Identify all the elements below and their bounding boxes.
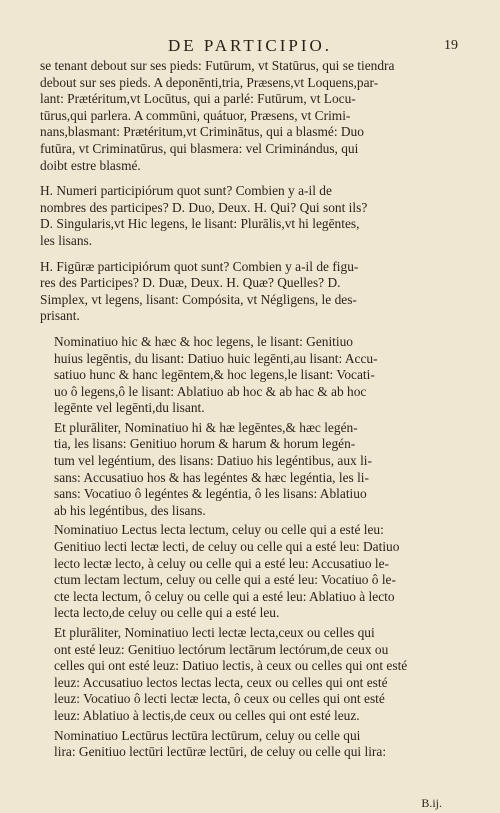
text-line: leuz: Vocatiuo ô lecti lectæ lecta, ô ceux ou celles qui ont esté bbox=[54, 691, 385, 707]
page-body bbox=[40, 58, 478, 764]
text-line: H. Numeri participiórum quot sunt? Combien y a-il de bbox=[40, 183, 332, 199]
page-title: DE PARTICIPIO. bbox=[167, 36, 333, 55]
text-line: lira: Genitiuo lectūri lectūræ lectūri, de celuy ou celle qui lira: bbox=[54, 744, 387, 760]
text-line: futūra, vt Criminatūrus, qui blasmera: vel Criminándus, qui bbox=[40, 140, 359, 156]
text-line: Et plurāliter, Nominatiuo lecti lectæ lecta,ceux ou celles qui bbox=[54, 625, 375, 640]
signature-mark: B.ij. bbox=[421, 796, 442, 810]
text-line: Nominatiuo Lectūrus lectūra lectūrum, celuy ou celle qui bbox=[54, 727, 361, 743]
paragraph bbox=[40, 58, 478, 174]
text-line: Et plurāliter, Nominatiuo hi & hæ legēntes,& hæc legén- bbox=[54, 419, 358, 435]
paragraph bbox=[40, 183, 478, 249]
paragraph bbox=[40, 420, 478, 520]
text-line: satiuo hunc & hanc legēntem,& hoc legens,le lisant: Vocati- bbox=[54, 367, 375, 383]
text-line: legēnte vel legēnti,du lisant. bbox=[54, 400, 205, 416]
text-line: res des Participes? D. Duæ, Deux. H. Quæ? Quelles? D. bbox=[40, 275, 341, 291]
text-line: cte lecta lectum, ô celuy ou celle qui a esté leu: Ablatiuo à lecto bbox=[54, 588, 395, 604]
text-line: tia, les lisans: Genitiuo horum & harum & horum legén- bbox=[54, 436, 356, 452]
text-line: debout sur ses pieds. A deponēnti,tria, Præsens,vt Loquens,par- bbox=[40, 74, 379, 90]
text-line: tum vel legéntium, des lisans: Datiuo his legéntibus, aux li- bbox=[54, 453, 372, 469]
text-line: ont esté leuz: Genitiuo lectórum lectārum lectórum,de ceux ou bbox=[54, 641, 389, 657]
text-line: D. Singularis,vt Hic legens, le lisant: Plurālis,vt hi legēntes, bbox=[40, 216, 360, 232]
paragraph bbox=[40, 728, 478, 761]
text-line: tūrus,qui parlera. A commūni, quátuor, Præsens, vt Crimi- bbox=[40, 107, 351, 123]
text-line: Nominatiuo hic & hæc & hoc legens, le lisant: Genitiuo bbox=[54, 333, 354, 349]
text-line: Nominatiuo Lectus lecta lectum, celuy ou celle qui a esté leu: bbox=[54, 522, 384, 538]
text-line: les lisans. bbox=[40, 232, 93, 248]
text-line: lant: Prætéritum,vt Locūtus, qui a parlé: Futūrum, vt Locu- bbox=[40, 91, 356, 107]
page-number: 19 bbox=[444, 38, 458, 53]
text-line: H. Figūræ participiórum quot sunt? Combien y a-il de figu- bbox=[40, 258, 359, 274]
text-line: se tenant debout sur ses pieds: Futūrum, vt Statūrus, qui se tiendra bbox=[40, 58, 395, 73]
text-line: uo ô legens,ô le lisant: Ablatiuo ab hoc & ab hac & ab hoc bbox=[54, 383, 367, 399]
text-line: lecto lectæ lecto, à celuy ou celle qui a esté leu: Accusatiuo le- bbox=[54, 555, 390, 571]
text-line: sans: Vocatiuo ô legéntes & legéntia, ô les lisans: Ablatiuo bbox=[54, 486, 367, 502]
text-line: huius legēntis, du lisant: Datiuo huic legēnti,au lisant: Accu- bbox=[54, 350, 378, 366]
text-line: prisant. bbox=[40, 308, 80, 324]
text-line: Genitiuo lecti lectæ lecti, de celuy ou celle qui a esté leu: Datiuo bbox=[54, 539, 400, 555]
text-line: Simplex, vt legens, lisant: Compósita, vt Négligens, le des- bbox=[40, 291, 357, 307]
text-line: nans,blasmant: Prætéritum,vt Criminātus, qui a blasmé: Duo bbox=[40, 124, 364, 140]
text-line: leuz: Accusatiuo lectos lectas lecta, ceux ou celles qui ont esté bbox=[54, 674, 388, 690]
text-line: doibt estre blasmé. bbox=[40, 157, 141, 173]
running-header bbox=[0, 36, 500, 56]
text-line: ctum lectam lectum, celuy ou celle qui a esté leu: Vocatiuo ô le- bbox=[54, 572, 396, 588]
paragraph bbox=[40, 522, 478, 622]
paragraph bbox=[40, 625, 478, 725]
paragraph bbox=[40, 334, 478, 417]
text-line: celles qui ont esté leuz: Datiuo lectis, à ceux ou celles qui ont esté bbox=[54, 658, 408, 674]
text-line: ab his legéntibus, des lisans. bbox=[54, 502, 206, 518]
text-line: nombres des participes? D. Duo, Deux. H. Qui? Qui sont ils? bbox=[40, 199, 368, 215]
text-line: lecta lecto,de celuy ou celle qui a esté leu. bbox=[54, 605, 280, 621]
text-line: sans: Accusatiuo hos & has legéntes & hæc legéntia, les li- bbox=[54, 469, 369, 485]
text-line: leuz: Ablatiuo à lectis,de ceux ou celles qui ont esté leuz. bbox=[54, 707, 360, 723]
paragraph bbox=[40, 259, 478, 325]
